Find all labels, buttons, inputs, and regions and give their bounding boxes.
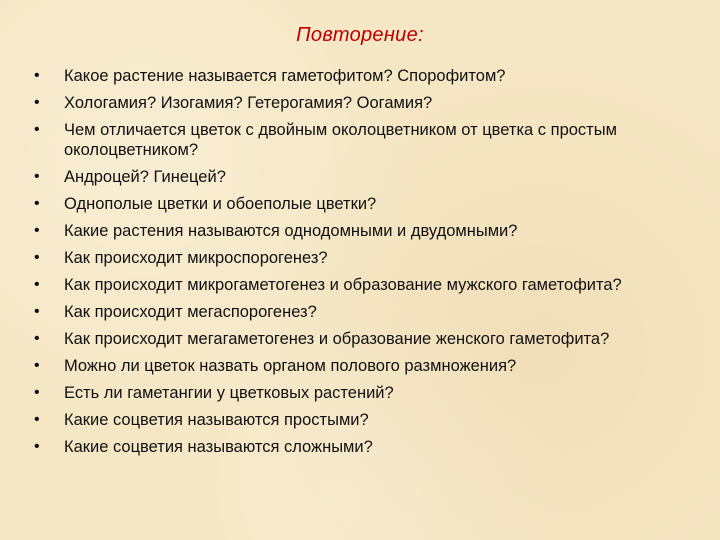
list-item-text: Какие соцветия называются простыми? bbox=[64, 411, 369, 429]
list-item bbox=[34, 221, 674, 241]
list-item-text: Какие соцветия называются сложными? bbox=[64, 438, 373, 456]
list-item bbox=[34, 93, 674, 113]
list-item-text: Как происходит микроспорогенез? bbox=[64, 249, 328, 267]
list-item-text: Какое растение называется гаметофитом? Спорофитом? bbox=[64, 67, 506, 85]
slide-title: Повторение: bbox=[296, 24, 424, 46]
list-item-text: Можно ли цветок назвать органом полового размножения? bbox=[64, 357, 517, 375]
bullet-dot-icon: • bbox=[34, 168, 40, 185]
list-item bbox=[34, 302, 674, 322]
list-item bbox=[34, 66, 674, 86]
list-item bbox=[34, 248, 674, 268]
bullet-dot-icon: • bbox=[34, 384, 40, 401]
bullet-dot-icon: • bbox=[34, 276, 40, 293]
bullet-dot-icon: • bbox=[34, 330, 40, 347]
list-item bbox=[34, 437, 674, 457]
list-item bbox=[34, 383, 674, 403]
bullet-dot-icon: • bbox=[34, 94, 40, 111]
list-item bbox=[34, 275, 674, 295]
list-item-text: Андроцей? Гинецей? bbox=[64, 168, 226, 186]
bullet-dot-icon: • bbox=[34, 357, 40, 374]
bullet-dot-icon: • bbox=[34, 121, 40, 138]
list-item bbox=[34, 167, 674, 187]
bullet-dot-icon: • bbox=[34, 67, 40, 84]
bullet-dot-icon: • bbox=[34, 438, 40, 455]
list-item-text: Однополые цветки и обоеполые цветки? bbox=[64, 195, 377, 213]
bullet-list bbox=[34, 66, 674, 464]
list-item bbox=[34, 410, 674, 430]
bullet-dot-icon: • bbox=[34, 249, 40, 266]
list-item bbox=[34, 194, 674, 214]
list-item-text: Как происходит мегагаметогенез и образование женского гаметофита? bbox=[64, 330, 610, 348]
list-item-text: Хологамия? Изогамия? Гетерогамия? Оогамия? bbox=[64, 94, 433, 112]
list-item-text: Как происходит микрогаметогенез и образование мужского гаметофита? bbox=[64, 276, 622, 294]
list-item-text: Есть ли гаметангии у цветковых растений? bbox=[64, 384, 394, 402]
bullet-dot-icon: • bbox=[34, 222, 40, 239]
list-item bbox=[34, 120, 674, 160]
bullet-dot-icon: • bbox=[34, 303, 40, 320]
list-item-text: Чем отличается цветок с двойным околоцветником от цветка с простым околоцветником? bbox=[64, 121, 617, 159]
list-item-text: Какие растения называются однодомными и двудомными? bbox=[64, 222, 518, 240]
bullet-dot-icon: • bbox=[34, 411, 40, 428]
list-item-text: Как происходит мегаспорогенез? bbox=[64, 303, 317, 321]
list-item bbox=[34, 329, 674, 349]
bullet-dot-icon: • bbox=[34, 195, 40, 212]
list-item bbox=[34, 356, 674, 376]
